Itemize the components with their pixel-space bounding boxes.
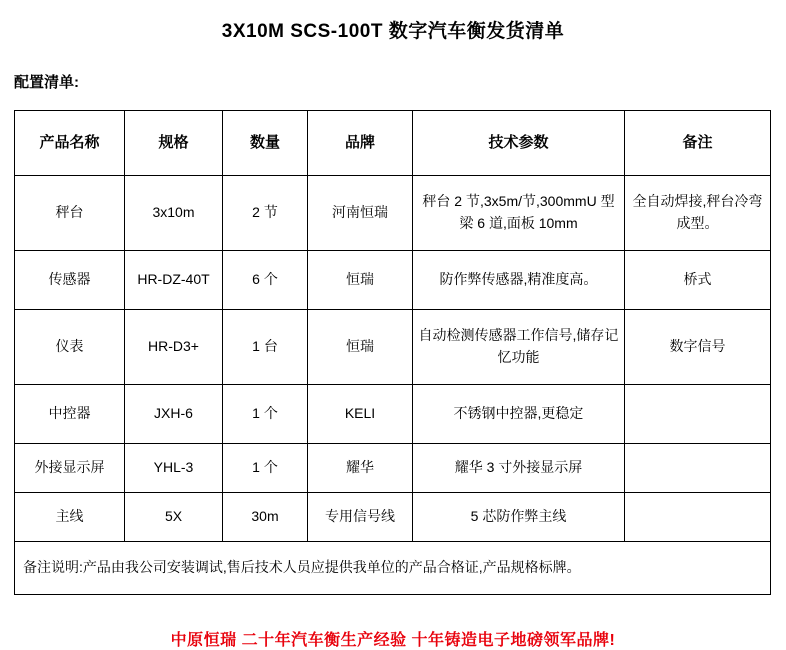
table-row <box>15 385 771 444</box>
table-footer-note-row <box>15 542 771 595</box>
cell-brand: KELI <box>308 385 413 444</box>
cell-params: 秤台 2 节,3x5m/节,300mmU 型梁 6 道,面板 10mm <box>413 176 625 251</box>
footer-note: 备注说明:产品由我公司安装调试,售后技术人员应提供我单位的产品合格证,产品规格标牌。 <box>15 542 771 595</box>
cell-note <box>625 444 771 493</box>
cell-params: 耀华 3 寸外接显示屏 <box>413 444 625 493</box>
cell-qty: 2 节 <box>223 176 308 251</box>
table-row <box>15 493 771 542</box>
cell-spec: 3x10m <box>125 176 223 251</box>
cell-note: 全自动焊接,秤台冷弯成型。 <box>625 176 771 251</box>
table-row <box>15 310 771 385</box>
cell-spec: YHL-3 <box>125 444 223 493</box>
cell-qty: 6 个 <box>223 251 308 310</box>
cell-qty: 1 台 <box>223 310 308 385</box>
cell-spec: 5X <box>125 493 223 542</box>
cell-brand: 恒瑞 <box>308 251 413 310</box>
cell-name: 传感器 <box>15 251 125 310</box>
config-list-label: 配置清单: <box>14 74 79 91</box>
cell-note <box>625 493 771 542</box>
cell-note: 数字信号 <box>625 310 771 385</box>
cell-spec: HR-DZ-40T <box>125 251 223 310</box>
cell-params: 自动检测传感器工作信号,储存记忆功能 <box>413 310 625 385</box>
cell-params: 不锈钢中控器,更稳定 <box>413 385 625 444</box>
cell-params: 5 芯防作弊主线 <box>413 493 625 542</box>
cell-note: 桥式 <box>625 251 771 310</box>
table-row <box>15 444 771 493</box>
cell-qty: 1 个 <box>223 385 308 444</box>
column-header-params: 技术参数 <box>413 111 625 176</box>
column-header-spec: 规格 <box>125 111 223 176</box>
cell-name: 外接显示屏 <box>15 444 125 493</box>
cell-name: 仪表 <box>15 310 125 385</box>
cell-brand: 恒瑞 <box>308 310 413 385</box>
column-header-note: 备注 <box>625 111 771 176</box>
column-header-brand: 品牌 <box>308 111 413 176</box>
cell-spec: HR-D3+ <box>125 310 223 385</box>
cell-spec: JXH-6 <box>125 385 223 444</box>
spec-table <box>14 110 771 595</box>
page-title: 3X10M SCS-100T 数字汽车衡发货清单 <box>221 21 565 42</box>
cell-params: 防作弊传感器,精准度高。 <box>413 251 625 310</box>
column-header-qty: 数量 <box>223 111 308 176</box>
table-header-row <box>15 111 771 176</box>
cell-brand: 河南恒瑞 <box>308 176 413 251</box>
table-row <box>15 176 771 251</box>
cell-brand: 耀华 <box>308 444 413 493</box>
document-page <box>0 16 786 649</box>
cell-name: 中控器 <box>15 385 125 444</box>
cell-brand: 专用信号线 <box>308 493 413 542</box>
column-header-name: 产品名称 <box>15 111 125 176</box>
cell-qty: 1 个 <box>223 444 308 493</box>
cell-name: 主线 <box>15 493 125 542</box>
footer-slogan: 中原恒瑞 二十年汽车衡生产经验 十年铸造电子地磅领军品牌! <box>170 632 616 649</box>
cell-qty: 30m <box>223 493 308 542</box>
cell-note <box>625 385 771 444</box>
table-row <box>15 251 771 310</box>
cell-name: 秤台 <box>15 176 125 251</box>
